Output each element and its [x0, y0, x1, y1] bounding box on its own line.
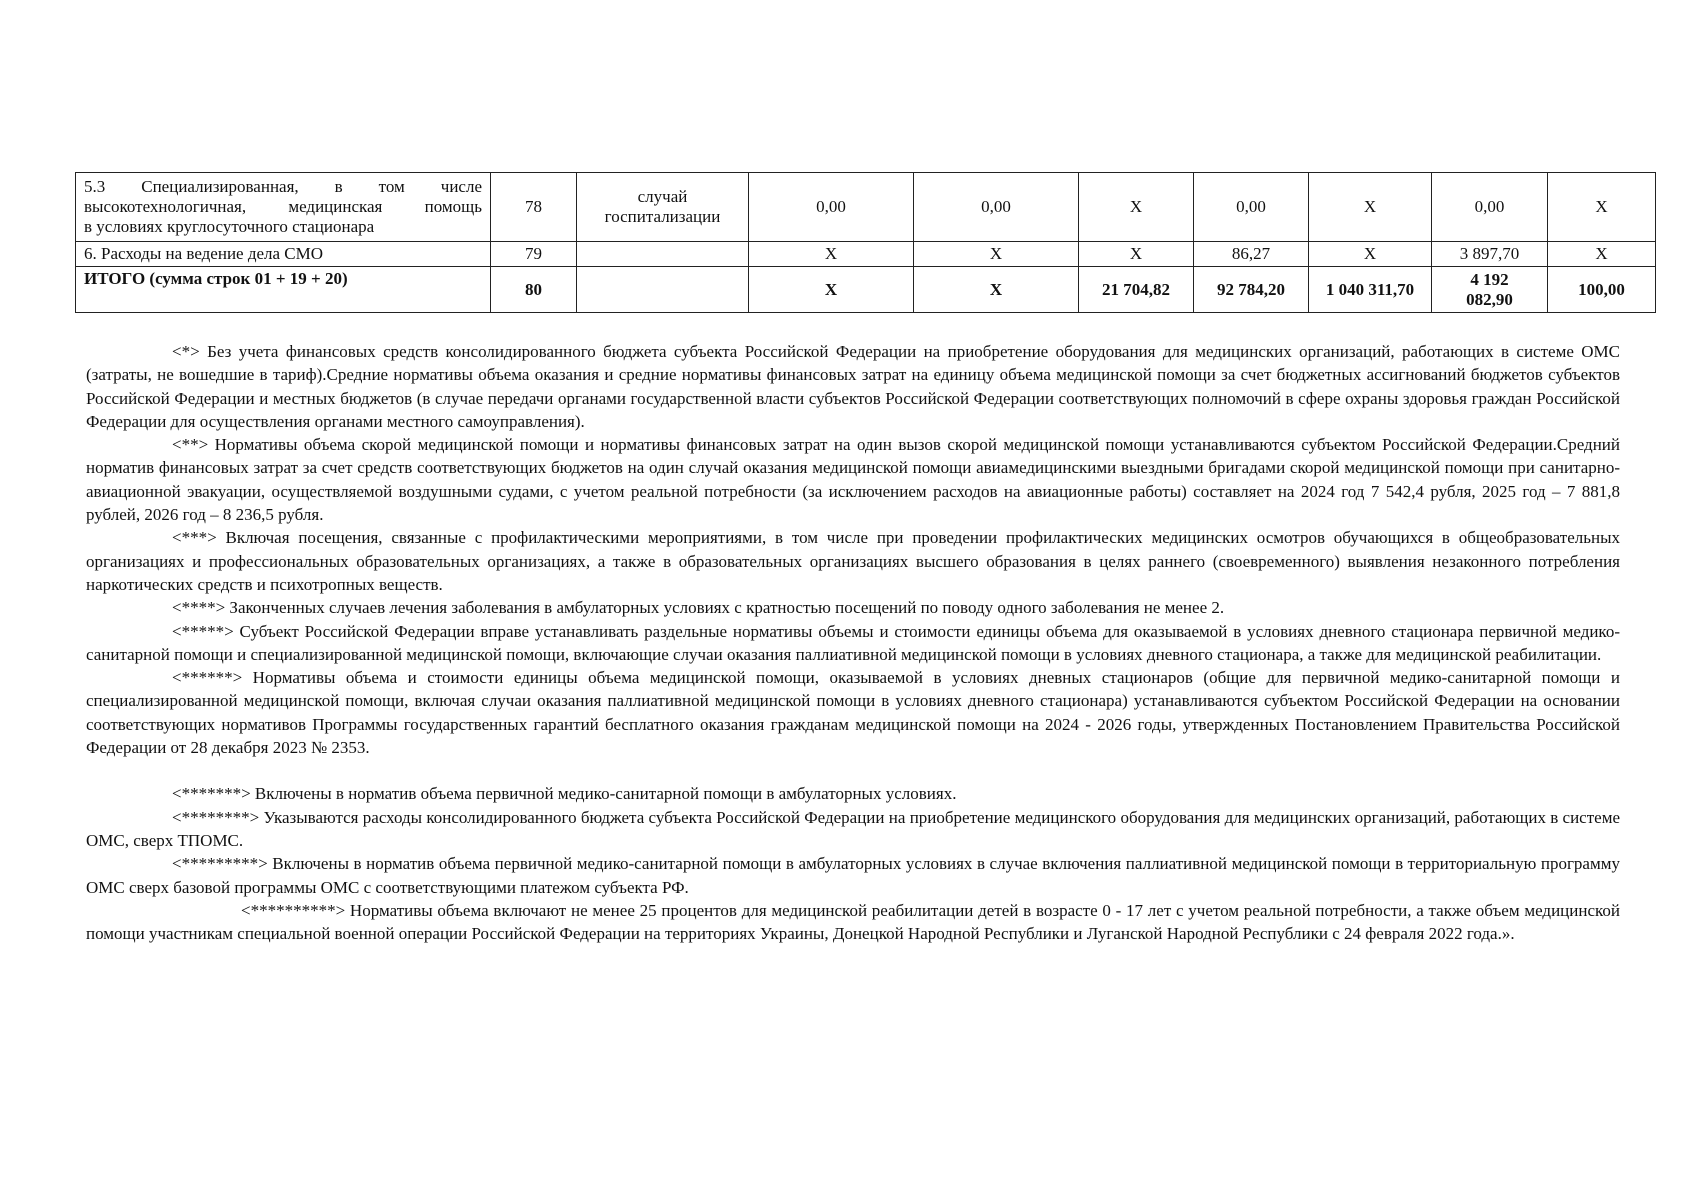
norms-table	[75, 172, 1656, 313]
value-cell: Х	[1309, 242, 1432, 267]
footnote: <********> Указываются расходы консолидированного бюджета субъекта Российской Федерации на приобретение медицинского оборудования для медицинских организаций, работающих в системе ОМС, сверх ТПОМС.	[86, 807, 1620, 850]
value-cell: Х	[914, 267, 1079, 313]
unit-cell	[577, 173, 749, 242]
footnote: <****> Законченных случаев лечения заболевания в амбулаторных условиях с кратностью посещений по поводу одного заболевания не менее 2.	[172, 598, 1225, 618]
row-name-cell	[76, 173, 491, 242]
table-row	[76, 173, 1656, 242]
footnote: <*********> Включены в норматив объема первичной медико-санитарной помощи в амбулаторных условиях в случае включения паллиативной медицинской помощи в территориальную программу ОМС сверх базовой программы ОМС с соответствующими платежом субъекта РФ.	[86, 854, 1620, 897]
unit-line: госпитализации	[604, 207, 721, 226]
value-cell: 3 897,70	[1432, 242, 1548, 267]
value-cell: Х	[914, 242, 1079, 267]
value-cell	[1432, 267, 1548, 313]
footnote: <*> Без учета финансовых средств консолидированного бюджета субъекта Российской Федерации на приобретение оборудования для медицинских организаций, работающих в системе ОМС (затраты, не вошедшие в тариф).Средние нормативы объема оказания и средние нормативы финансовых затрат на единицу объема медицинской помощи за счет бюджетных ассигнований бюджетов субъектов Российской Федерации и местных бюджетов (в случае передачи органами государственной власти субъектов Российской Федерации соответствующих полномочий в сфере охраны здоровья граждан Российской Федерации для осуществления органами местного самоуправления).	[86, 342, 1620, 431]
value-cell: 0,00	[914, 173, 1079, 242]
value-cell: 1 040 311,70	[1309, 267, 1432, 313]
footnote: <******> Нормативы объема и стоимости единицы объема медицинской помощи, оказываемой в условиях дневных стационаров (общие для первичной медико-санитарной помощи и специализированной медицинской помощи, включая случаи оказания паллиативной медицинской помощи в условиях дневного стационара) устанавливаются субъектом Российской Федерации на основании соответствующих нормативов Программы государственных гарантий бесплатного оказания гражданам медицинской помощи на 2024 - 2026 годы, утвержденных Постановлением Правительства Российской Федерации от 28 декабря 2023 № 2353.	[86, 668, 1620, 758]
value-line: 082,90	[1466, 289, 1513, 309]
value-cell: 100,00	[1548, 267, 1656, 313]
row-name-line: 5.3 Специализированная, в том числе	[84, 177, 482, 196]
value-cell: Х	[1079, 173, 1194, 242]
footnote: <**********> Нормативы объема включают не менее 25 процентов для медицинской реабилитации детей в возрасте 0 - 17 лет с учетом реальной потребности, а также объем медицинской помощи участникам специальной военной операции Российской Федерации на территориях Украины, Донецкой Народной Республики и Луганской Народной Республики с 24 февраля 2022 года.».	[86, 900, 1620, 944]
unit-cell	[577, 242, 749, 267]
footnote: <*******> Включены в норматив объема первичной медико-санитарной помощи в амбулаторных условиях.	[172, 784, 957, 804]
value-cell: 21 704,82	[1079, 267, 1194, 313]
row-name-cell: 6. Расходы на ведение дела СМО	[76, 242, 491, 267]
value-cell: 0,00	[1194, 173, 1309, 242]
row-name-line: высокотехнологичная, медицинская помощь	[84, 197, 482, 216]
value-cell: 92 784,20	[1194, 267, 1309, 313]
footnote: <*****> Субъект Российской Федерации вправе устанавливать раздельные нормативы объемы и стоимости единицы объема для оказываемой в условиях дневного стационара первичной медико-санитарной помощи и специализированной медицинской помощи, включающие случаи оказания паллиативной медицинской помощи в условиях дневного стационара, а также для медицинской реабилитации.	[86, 621, 1620, 664]
value-cell: 86,27	[1194, 242, 1309, 267]
total-name-cell: ИТОГО (сумма строк 01 + 19 + 20)	[76, 267, 491, 313]
row-number-cell: 79	[491, 242, 577, 267]
footnote: <**> Нормативы объема скорой медицинской помощи и нормативы финансовых затрат на один вызов скорой медицинской помощи устанавливаются субъектом Российской Федерации.Средний норматив финансовых затрат за счет средств соответствующих бюджетов на один случай оказания медицинской помощи авиамедицинскими выездными бригадами скорой медицинской помощи при санитарно-авиационной эвакуации, осуществляемой воздушными судами, с учетом реальной потребности (за исключением расходов на авиационные работы) составляет на 2024 год 7 542,4 рубля, 2025 год – 7 881,8 рублей, 2026 год – 8 236,5 рубля.	[86, 435, 1620, 525]
row-number-cell: 80	[491, 267, 577, 313]
row-number-cell: 78	[491, 173, 577, 242]
value-cell: Х	[1548, 242, 1656, 267]
value-cell: 0,00	[1432, 173, 1548, 242]
unit-line: случай	[637, 187, 688, 206]
table-total-row	[76, 267, 1656, 313]
value-line: 4 192	[1470, 269, 1509, 289]
footnotes	[86, 340, 1620, 945]
value-cell: Х	[1309, 173, 1432, 242]
value-cell: Х	[749, 267, 914, 313]
table-row	[76, 242, 1656, 267]
value-cell: Х	[1079, 242, 1194, 267]
footnote: <***> Включая посещения, связанные с профилактическими мероприятиями, в том числе при проведении профилактических медицинских осмотров обучающихся в общеобразовательных организациях и профессиональных образовательных организациях, а также в образовательных организациях высшего образования в целях раннего (своевременного) выявления незаконного потребления наркотических средств и психотропных веществ.	[86, 528, 1620, 594]
value-cell: Х	[749, 242, 914, 267]
row-name-line: в условиях круглосуточного стационара	[84, 217, 375, 236]
unit-cell	[577, 267, 749, 313]
value-cell: Х	[1548, 173, 1656, 242]
value-cell: 0,00	[749, 173, 914, 242]
